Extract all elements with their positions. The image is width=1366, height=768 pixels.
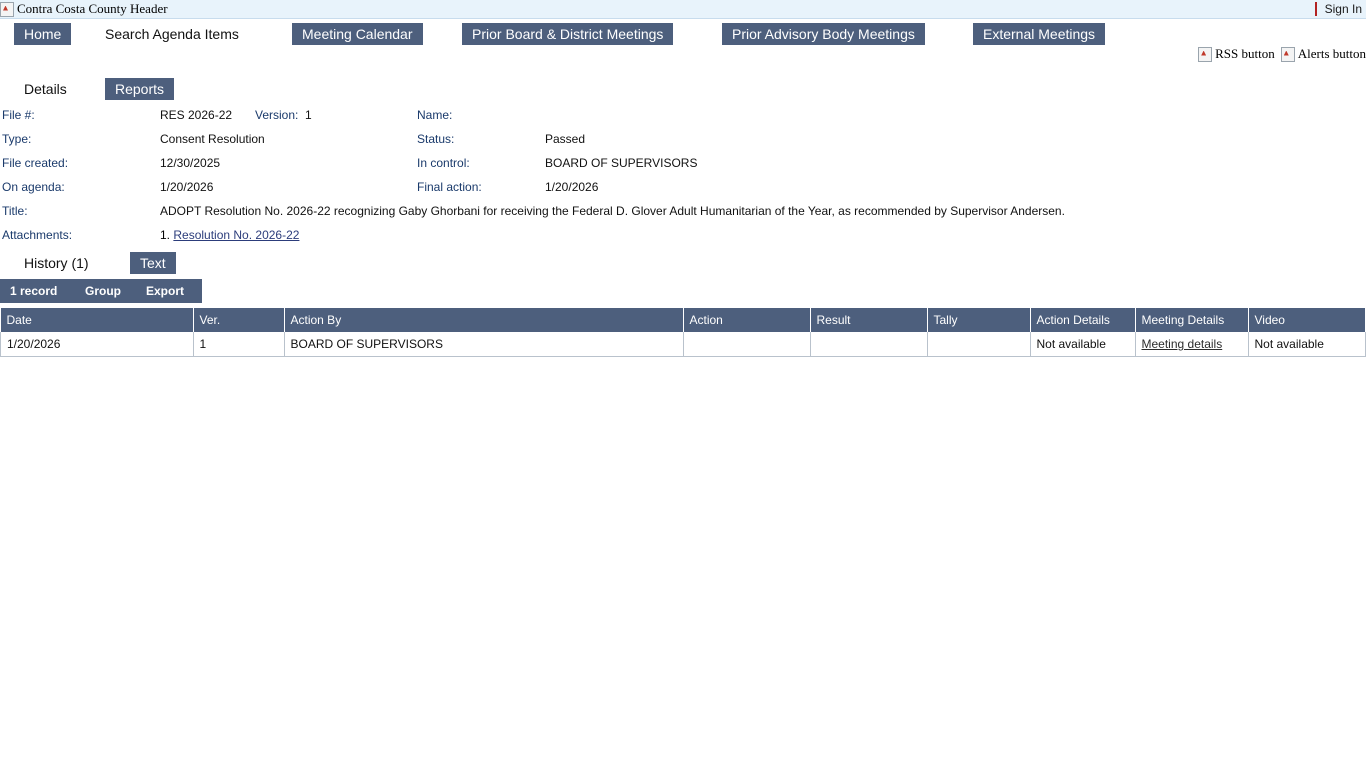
county-header-logo xyxy=(0,1,168,17)
field-row-on-agenda xyxy=(0,180,1366,204)
column-header-video[interactable]: Video xyxy=(1248,308,1366,332)
in-control-value: BOARD OF SUPERVISORS xyxy=(545,156,698,170)
utility-buttons xyxy=(1198,46,1366,62)
attachment-link-resolution[interactable]: Resolution No. 2026-22 xyxy=(173,228,300,242)
rss-button-alt: RSS button xyxy=(1215,46,1275,61)
cell-video: Not available xyxy=(1248,332,1366,357)
tab-reports[interactable]: Reports xyxy=(105,78,174,100)
field-row-attachments xyxy=(0,228,1366,252)
version-value: 1 xyxy=(305,108,312,122)
column-header-tally[interactable]: Tally xyxy=(927,308,1030,332)
final-action-label: Final action: xyxy=(417,180,482,194)
county-header-logo-alt: Contra Costa County Header xyxy=(17,1,168,16)
cell-meeting-details[interactable] xyxy=(1135,332,1248,357)
alerts-button[interactable] xyxy=(1281,46,1366,62)
sign-in-link[interactable]: Sign In xyxy=(1315,2,1362,16)
nav-tab-meeting-calendar[interactable]: Meeting Calendar xyxy=(292,23,423,45)
field-row-file xyxy=(0,108,1366,132)
field-row-title xyxy=(0,204,1366,228)
attachments-label: Attachments: xyxy=(2,228,73,242)
cell-result xyxy=(810,332,927,357)
export-button[interactable]: Export xyxy=(146,284,185,298)
column-header-meeting-details[interactable]: Meeting Details xyxy=(1135,308,1248,332)
cell-ver: 1 xyxy=(193,332,284,357)
column-header-date[interactable]: Date xyxy=(1,308,194,332)
alerts-button-alt: Alerts button xyxy=(1297,46,1366,61)
type-value: Consent Resolution xyxy=(160,132,265,146)
meeting-details-link[interactable]: Meeting details xyxy=(1141,337,1223,351)
tab-history[interactable]: History (1) xyxy=(24,255,89,271)
attachment-index: 1. xyxy=(160,228,171,242)
field-row-type xyxy=(0,132,1366,156)
status-value: Passed xyxy=(545,132,586,146)
site-header xyxy=(0,0,1366,19)
cell-action-details: Not available xyxy=(1030,332,1135,357)
tab-text[interactable]: Text xyxy=(130,252,176,274)
file-number-label: File #: xyxy=(2,108,35,122)
nav-tab-search-agenda-items[interactable]: Search Agenda Items xyxy=(105,26,239,42)
table-row[interactable] xyxy=(1,332,1366,357)
broken-image-icon xyxy=(0,2,14,17)
field-row-file-created xyxy=(0,156,1366,180)
column-header-result[interactable]: Result xyxy=(810,308,927,332)
file-created-value: 12/30/2025 xyxy=(160,156,221,170)
version-label: Version: xyxy=(255,108,299,122)
in-control-label: In control: xyxy=(417,156,470,170)
cell-tally xyxy=(927,332,1030,357)
name-label: Name: xyxy=(417,108,453,122)
cell-action xyxy=(683,332,810,357)
table-header-row xyxy=(1,308,1366,332)
title-value: ADOPT Resolution No. 2026-22 recognizing Gaby Ghorbani for receiving the Federal D. Glover Adult Humanitarian of the Year, as recommended by Supervisor Andersen. xyxy=(160,204,1065,218)
status-label: Status: xyxy=(417,132,455,146)
tab-details[interactable]: Details xyxy=(24,81,67,97)
history-toolbar xyxy=(0,279,202,303)
broken-image-icon xyxy=(1198,47,1212,62)
attachments-value xyxy=(160,228,299,242)
on-agenda-value: 1/20/2026 xyxy=(160,180,214,194)
column-header-action-by[interactable]: Action By xyxy=(284,308,683,332)
nav-tab-home[interactable]: Home xyxy=(14,23,71,45)
group-button[interactable]: Group xyxy=(85,284,121,298)
history-table xyxy=(0,308,1366,357)
type-label: Type: xyxy=(2,132,32,146)
file-created-label: File created: xyxy=(2,156,69,170)
title-label: Title: xyxy=(2,204,28,218)
column-header-ver[interactable]: Ver. xyxy=(193,308,284,332)
on-agenda-label: On agenda: xyxy=(2,180,65,194)
column-header-action[interactable]: Action xyxy=(683,308,810,332)
cell-action-by: BOARD OF SUPERVISORS xyxy=(284,332,683,357)
final-action-value: 1/20/2026 xyxy=(545,180,599,194)
cell-date: 1/20/2026 xyxy=(1,332,194,357)
column-header-action-details[interactable]: Action Details xyxy=(1030,308,1135,332)
nav-tab-external-meetings[interactable]: External Meetings xyxy=(973,23,1105,45)
main-navigation xyxy=(0,23,1366,51)
record-details xyxy=(0,108,1366,252)
nav-tab-prior-board-district-meetings[interactable]: Prior Board & District Meetings xyxy=(462,23,673,45)
rss-button[interactable] xyxy=(1198,46,1275,62)
broken-image-icon xyxy=(1281,47,1295,62)
nav-tab-prior-advisory-body-meetings[interactable]: Prior Advisory Body Meetings xyxy=(722,23,925,45)
record-count-label: 1 record xyxy=(10,284,58,298)
file-number-value: RES 2026-22 xyxy=(160,108,233,122)
